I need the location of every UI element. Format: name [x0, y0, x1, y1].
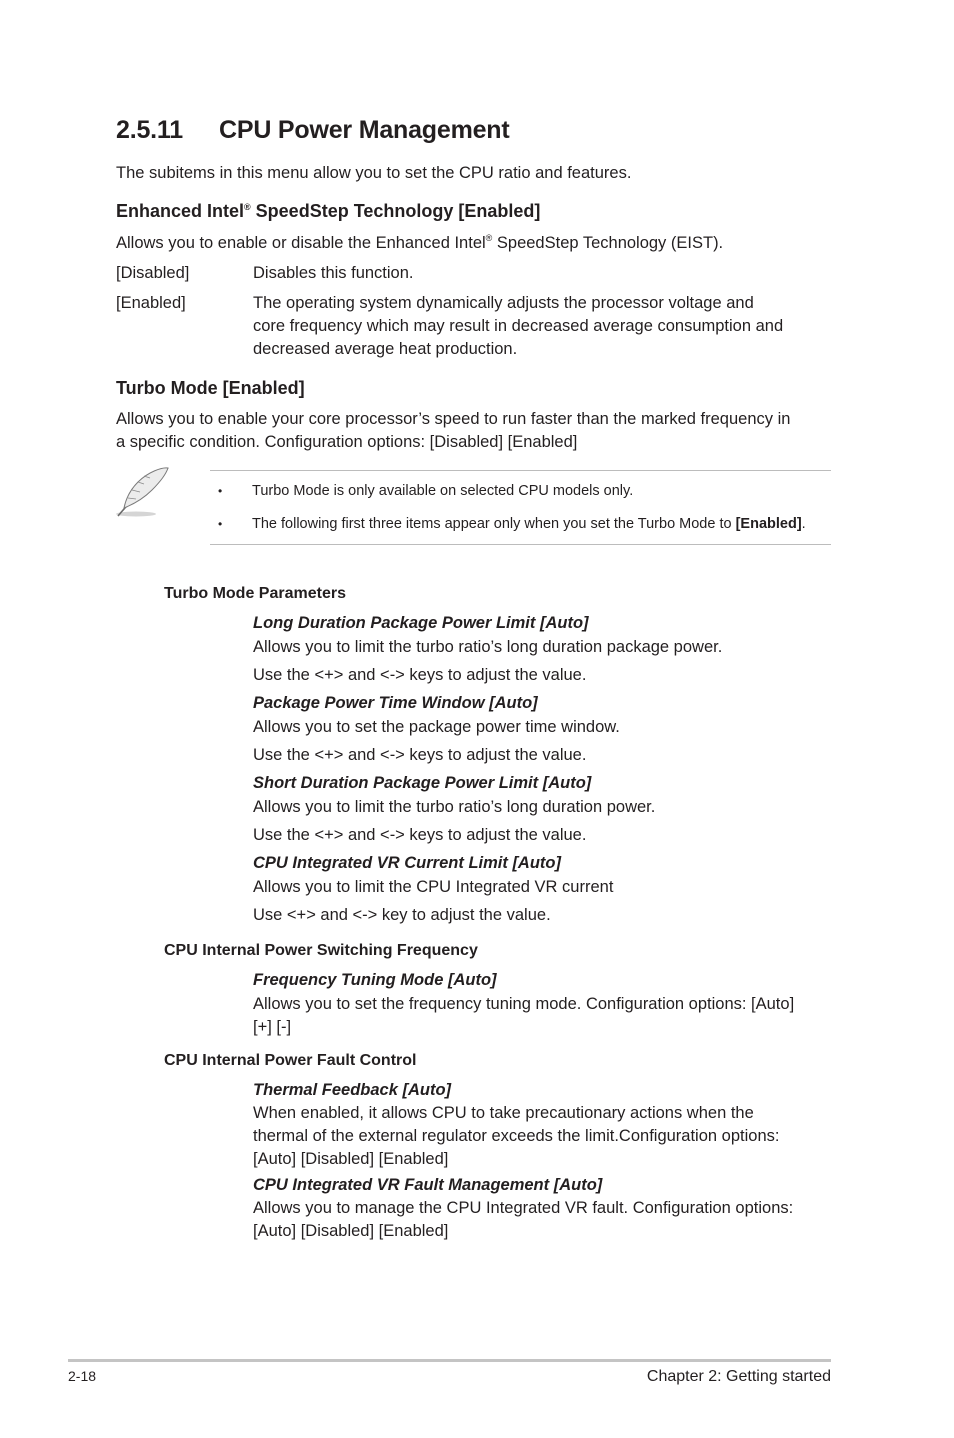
item-name: Thermal Feedback [Auto]	[253, 1081, 452, 1099]
item-note: Use the <+> and <-> keys to adjust the value.	[253, 826, 587, 844]
item-desc: Allows you to limit the turbo ratio’s long duration package power.	[253, 638, 723, 656]
item-name: Long Duration Package Power Limit [Auto]	[253, 614, 589, 632]
eist-heading-pre: Enhanced Intel	[116, 201, 245, 221]
item-desc: Allows you to limit the turbo ratio’s long duration power.	[253, 798, 656, 816]
section-intro: The subitems in this menu allow you to set the CPU ratio and features.	[116, 164, 632, 182]
group-title: CPU Internal Power Switching Frequency	[164, 942, 478, 959]
turbo-heading: Turbo Mode [Enabled]	[116, 378, 305, 398]
item-note: Use <+> and <-> key to adjust the value.	[253, 906, 551, 924]
eist-heading	[116, 201, 540, 222]
item-desc	[253, 1197, 793, 1243]
item-desc-line: When enabled, it allows CPU to take precautionary actions when the	[253, 1104, 754, 1122]
page-number: 2-18	[68, 1368, 97, 1384]
eist-enabled-line: The operating system dynamically adjusts the processor voltage and	[253, 294, 754, 312]
item-name: Short Duration Package Power Limit [Auto]	[253, 774, 592, 792]
item-desc: Allows you to set the package power time window.	[253, 718, 620, 736]
item-desc-line: [Auto] [Disabled] [Enabled]	[253, 1150, 449, 1168]
eist-enabled-line: decreased average heat production.	[253, 340, 518, 358]
eist-option-enabled-desc	[253, 292, 783, 361]
feather-pen-icon	[114, 464, 172, 522]
eist-heading-sup: ®	[244, 202, 251, 212]
item-name: CPU Integrated VR Fault Management [Auto]	[253, 1176, 603, 1194]
eist-desc-post: SpeedStep Technology (EIST).	[492, 234, 724, 252]
note-item-text: The following first three items appear only when you set the Turbo Mode to	[252, 516, 736, 532]
eist-heading-post: SpeedStep Technology [Enabled]	[250, 201, 541, 221]
item-desc	[253, 993, 794, 1039]
note-item	[252, 516, 806, 532]
item-desc-line: [+] [-]	[253, 1018, 292, 1036]
section-number: 2.5.11	[116, 116, 183, 144]
note-bullet: •	[218, 484, 223, 498]
item-desc-line: Allows you to set the frequency tuning mode. Configuration options: [Auto]	[253, 995, 795, 1013]
note-top-rule	[210, 470, 831, 471]
footer-rule	[68, 1359, 831, 1362]
item-name: Frequency Tuning Mode [Auto]	[253, 971, 497, 989]
item-desc	[253, 1102, 779, 1171]
note-bottom-rule	[210, 544, 831, 545]
eist-enabled-line: core frequency which may result in decreased average consumption and	[253, 317, 784, 335]
eist-option-disabled-label: [Disabled]	[116, 264, 190, 282]
turbo-desc-line: a specific condition. Configuration options: [Disabled] [Enabled]	[116, 433, 578, 451]
eist-option-enabled-label: [Enabled]	[116, 294, 186, 312]
eist-description	[116, 232, 723, 255]
note-item-bold: [Enabled]	[735, 516, 802, 532]
note-bullet: •	[218, 517, 223, 531]
item-note: Use the <+> and <-> keys to adjust the value.	[253, 746, 587, 764]
section-title	[116, 116, 510, 145]
item-desc-line: thermal of the external regulator exceeds the limit.Configuration options:	[253, 1127, 780, 1145]
item-desc-line: [Auto] [Disabled] [Enabled]	[253, 1222, 449, 1240]
eist-option-disabled-desc: Disables this function.	[253, 264, 414, 282]
eist-desc-pre: Allows you to enable or disable the Enhanced Intel	[116, 234, 486, 252]
chapter-label: Chapter 2: Getting started	[646, 1368, 831, 1385]
item-desc-line: Allows you to manage the CPU Integrated VR fault. Configuration options:	[253, 1199, 794, 1217]
item-name: Package Power Time Window [Auto]	[253, 694, 538, 712]
note-item-tail: .	[801, 516, 806, 532]
section-title-text: CPU Power Management	[219, 116, 510, 144]
group-title: CPU Internal Power Fault Control	[164, 1052, 417, 1069]
item-desc: Allows you to limit the CPU Integrated VR current	[253, 878, 614, 896]
eist-desc-sup: ®	[485, 233, 493, 243]
turbo-description	[116, 408, 790, 454]
note-item: Turbo Mode is only available on selected CPU models only.	[252, 483, 634, 499]
group-title: Turbo Mode Parameters	[164, 585, 346, 602]
turbo-desc-line: Allows you to enable your core processor’s speed to run faster than the marked frequency in	[116, 410, 791, 428]
item-name: CPU Integrated VR Current Limit [Auto]	[253, 854, 561, 872]
item-note: Use the <+> and <-> keys to adjust the value.	[253, 666, 587, 684]
